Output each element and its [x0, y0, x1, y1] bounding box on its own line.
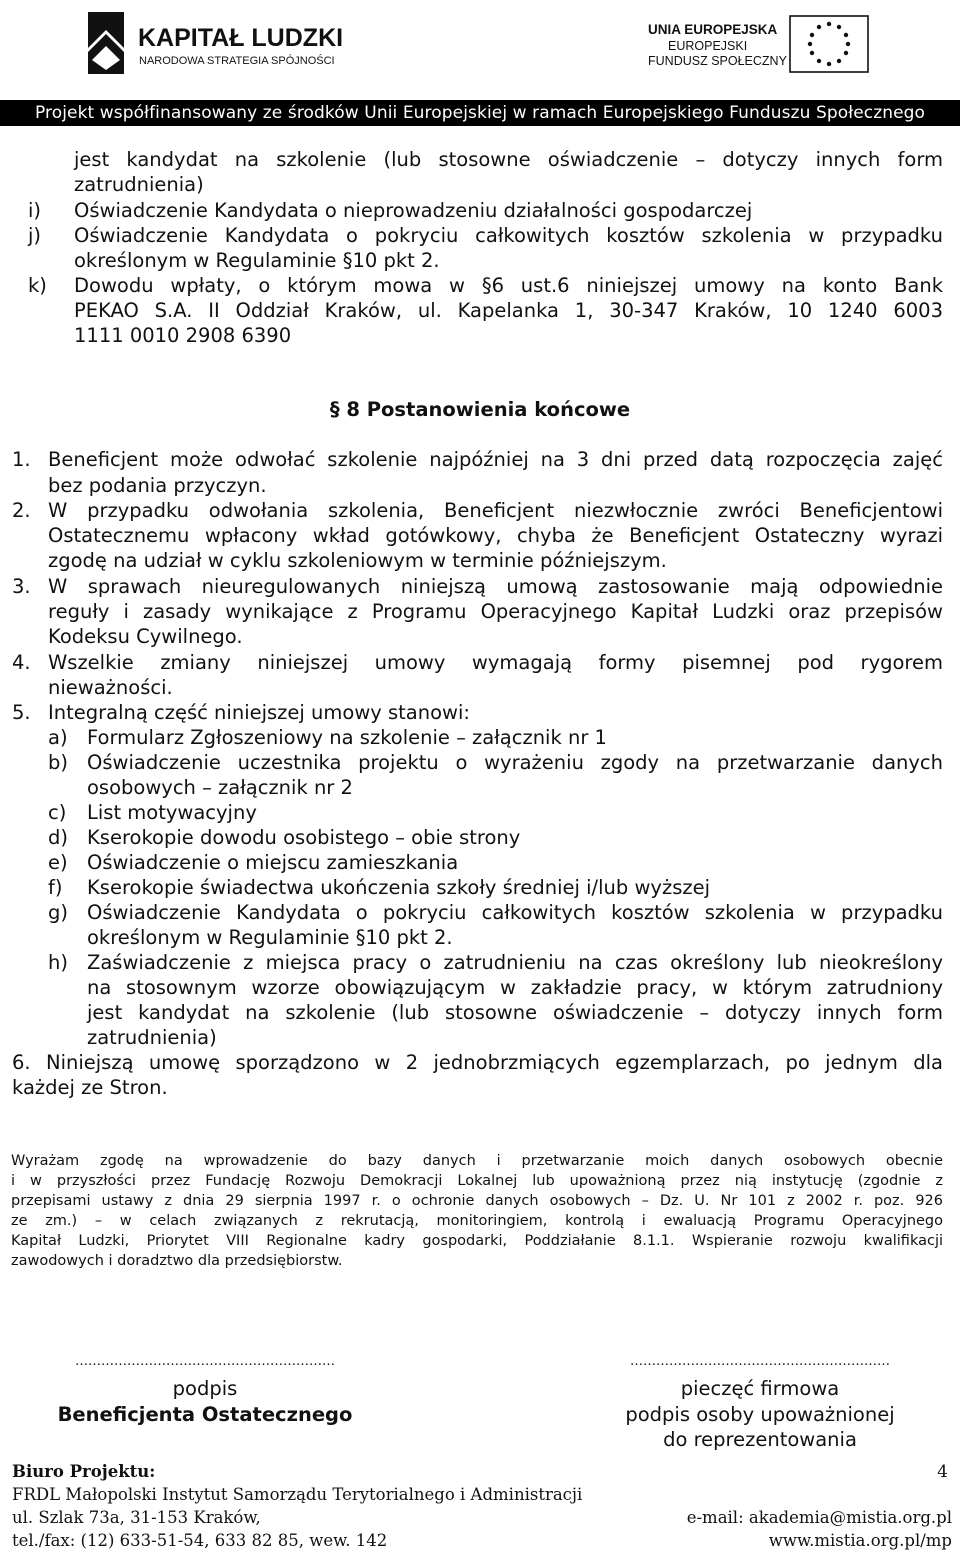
- consent-line: i w przyszłości przez Fundację Rozwoju Demokracji Lokalnej lub upoważnioną przez nią instytucję (zgodnie z: [11, 1173, 943, 1189]
- data-consent-paragraph: [11, 1151, 943, 1271]
- item-2-line3: zgodę na udział w cyklu szkoleniowym w terminie późniejszym.: [48, 549, 667, 572]
- item-6-line1: 6. Niniejszą umowę sporządzono w 2 jednobrzmiących egzemplarzach, po jednym dla: [12, 1051, 943, 1074]
- ue-line1: UNIA EUROPEJSKA: [648, 22, 778, 37]
- sub-f-text: Kserokopie świadectwa ukończenia szkoły średniej i/lub wyższej: [87, 876, 711, 899]
- consent-line: ze zm.) – w celach związanych z rekrutacją, monitoringiem, kontrolą i ewaluacją Programu Operacyjnego: [11, 1213, 943, 1229]
- sub-g-line2: określonym w Regulaminie §10 pkt 2.: [87, 926, 453, 949]
- footer-phone: tel./fax: (12) 633-51-54, 633 82 85, wew. 142: [12, 1531, 388, 1550]
- item-6-line2: każdej ze Stron.: [12, 1076, 168, 1099]
- item-i-text: Oświadczenie Kandydata o nieprowadzeniu działalności gospodarczej: [74, 199, 753, 222]
- sub-label-a: a): [48, 726, 68, 749]
- list-label-k: k): [28, 274, 47, 297]
- item-j-line2: określonym w Regulaminie §10 pkt 2.: [74, 249, 440, 272]
- sub-c-text: List motywacyjny: [87, 801, 257, 824]
- footer-organization: FRDL Małopolski Instytut Samorządu Terytorialnego i Administracji: [12, 1485, 583, 1504]
- item-1-line1: Beneficjent może odwołać szkolenie najpóźniej na 3 dni przed datą rozpoczęcia zajęć: [48, 448, 943, 471]
- cont-line2: zatrudnienia): [74, 173, 204, 196]
- footer-email[interactable]: e-mail: akademia@mistia.org.pl: [686, 1508, 952, 1527]
- sub-g-line1: Oświadczenie Kandydata o pokryciu całkowitych kosztów szkolenia w przypadku: [87, 901, 943, 924]
- item-k-line3: 1111 0010 2908 6390: [74, 324, 292, 347]
- item-4-line2: nieważności.: [48, 676, 173, 699]
- page-footer: [12, 1460, 952, 1552]
- kapital-ludzki-logo: [84, 8, 344, 78]
- sub-label-b: b): [48, 751, 68, 774]
- item-number-3: 3.: [12, 575, 31, 598]
- item-number-5: 5.: [12, 701, 31, 724]
- item-3-line3: Kodeksu Cywilnego.: [48, 625, 243, 648]
- kl-title: KAPITAŁ LUDZKI: [138, 24, 344, 52]
- item-1-line2: bez podania przyczyn.: [48, 474, 267, 497]
- item-number-2: 2.: [12, 499, 31, 522]
- footer-website[interactable]: www.mistia.org.pl/mp: [768, 1531, 952, 1550]
- sub-label-h: h): [48, 951, 68, 974]
- sub-b-line1: Oświadczenie uczestnika projektu o wyrażeniu zgody na przetwarzanie danych: [87, 751, 943, 774]
- consent-line: przepisami ustawy z dnia 29 sierpnia 1997 r. o ochronie danych osobowych – Dz. U. Nr 101 z 2002 r. poz. 926: [11, 1193, 943, 1209]
- signature-right-dots: ……………………………………………………: [630, 1354, 890, 1369]
- sub-label-f: f): [48, 876, 63, 899]
- item-2-line2: Ostatecznemu wpłacony wkład gotówkowy, chyba że Beneficjent Ostateczny wyrazi: [48, 524, 943, 547]
- item-k-line1: Dowodu wpłaty, o którym mowa w §6 ust.6 niniejszej umowy na konto Bank: [74, 274, 943, 297]
- footer-office-heading: Biuro Projektu:: [12, 1462, 156, 1481]
- consent-line: Kapitał Ludzki, Priorytet VIII Regionalne kadry gospodarki, Poddziałanie 8.1.1. Wspieranie rozwoju kwalifikacji: [11, 1233, 943, 1249]
- section-title: § 8 Postanowienia końcowe: [329, 398, 631, 421]
- sub-label-g: g): [48, 901, 68, 924]
- item-5-intro: Integralną część niniejszej umowy stanowi:: [48, 701, 470, 724]
- list-label-j: j): [28, 224, 42, 247]
- cont-line1: jest kandydat na szkolenie (lub stosowne oświadczenie – dotyczy innych form: [74, 148, 943, 171]
- item-j-line1: Oświadczenie Kandydata o pokryciu całkowitych kosztów szkolenia w przypadku: [74, 224, 943, 247]
- signature-right: [580, 1355, 940, 1453]
- signature-right-role: do reprezentowania: [663, 1428, 857, 1451]
- sub-e-text: Oświadczenie o miejscu zamieszkania: [87, 851, 459, 874]
- sub-label-d: d): [48, 826, 68, 849]
- page-header: [0, 0, 960, 128]
- item-number-1: 1.: [12, 448, 31, 471]
- item-3-line1: W sprawach nieuregulowanych niniejszą umową zastosowanie mają odpowiednie: [48, 575, 943, 598]
- signature-left-dots: ……………………………………………………: [75, 1354, 335, 1369]
- sub-h-line4: zatrudnienia): [87, 1026, 217, 1049]
- page-number: 4: [937, 1462, 948, 1482]
- signature-left-label: podpis: [172, 1377, 238, 1400]
- ue-line2: EUROPEJSKI: [668, 39, 748, 53]
- kl-subtitle: NARODOWA STRATEGIA SPÓJNOŚCI: [139, 55, 335, 67]
- sub-label-c: c): [48, 801, 67, 824]
- ue-line3: FUNDUSZ SPOŁECZNY: [648, 54, 787, 68]
- project-cofinancing-line: Projekt współfinansowany ze środków Unii Europejskiej w ramach Europejskiego Funduszu Społecznego: [0, 100, 960, 126]
- item-4-line1: Wszelkie zmiany niniejszej umowy wymagają formy pisemnej pod rygorem: [48, 651, 943, 674]
- signature-left-role: Beneficjenta Ostatecznego: [57, 1402, 353, 1426]
- sub-label-e: e): [48, 851, 68, 874]
- sub-d-text: Kserokopie dowodu osobistego – obie strony: [87, 826, 521, 849]
- signature-right-label: podpis osoby upoważnionej: [625, 1402, 895, 1426]
- item-number-4: 4.: [12, 651, 31, 674]
- signature-right-stamp: pieczęć firmowa: [680, 1377, 840, 1400]
- sub-b-line2: osobowych – załącznik nr 2: [87, 776, 353, 799]
- signature-left: [40, 1355, 370, 1427]
- footer-address: ul. Szlak 73a, 31-153 Kraków,: [12, 1508, 261, 1527]
- list-label-i: i): [28, 199, 42, 222]
- sub-a-text: Formularz Zgłoszeniowy na szkolenie – załącznik nr 1: [87, 726, 607, 749]
- unia-europejska-logo: [648, 14, 888, 80]
- consent-line: zawodowych i doradztwo dla przedsiębiorstw.: [11, 1253, 343, 1269]
- sub-h-line2: na stosownym wzorze obowiązującym w zakładzie pracy, w którym zatrudniony: [87, 976, 943, 999]
- item-3-line2: reguły i zasady wynikające z Programu Operacyjnego Kapitał Ludzki oraz przepisów: [48, 600, 943, 623]
- item-k-line2: PEKAO S.A. II Oddział Kraków, ul. Kapelanka 1, 30-347 Kraków, 10 1240 6003: [74, 299, 943, 322]
- sub-h-line3: jest kandydat na szkolenie (lub stosowne oświadczenie – dotyczy innych form: [87, 1001, 943, 1024]
- item-2-line1: W przypadku odwołania szkolenia, Beneficjent niezwłocznie zwróci Beneficjentowi: [48, 499, 943, 522]
- sub-h-line1: Zaświadczenie z miejsca pracy o zatrudnieniu na czas określony lub nieokreślony: [87, 951, 943, 974]
- consent-line: Wyrażam zgodę na wprowadzenie do bazy danych i przetwarzanie moich danych osobowych obecnie: [11, 1153, 943, 1169]
